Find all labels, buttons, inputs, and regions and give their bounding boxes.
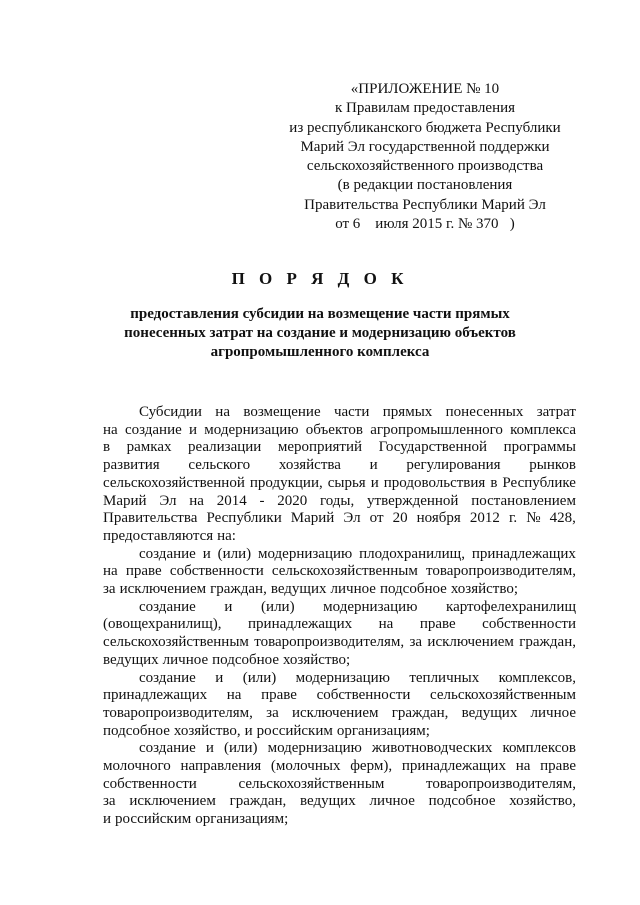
subtitle-line: агропромышленного комплекса	[210, 344, 430, 360]
body-word: за	[103, 793, 116, 810]
body-line	[103, 793, 576, 811]
body-word: затрат	[536, 404, 576, 420]
body-word: (молочных	[270, 758, 341, 775]
body-word: граждан,	[210, 581, 267, 598]
body-word: создание	[139, 740, 196, 757]
body-word: годы,	[319, 492, 355, 509]
body-line	[103, 670, 576, 688]
body-word: российским	[256, 722, 333, 739]
body-word: принадлежащих	[103, 687, 208, 704]
body-word: исключением	[427, 634, 514, 651]
body-word: сельскохозяйственной	[103, 474, 245, 491]
body-word: модернизацию	[295, 669, 390, 686]
body-word: плодохранилищ,	[359, 545, 465, 562]
body-word: на	[103, 563, 118, 580]
body-word: -	[259, 492, 265, 509]
body-word: за	[409, 634, 423, 651]
body-word: Марий	[103, 492, 147, 509]
document-title: П О Р Я Д О К	[231, 269, 409, 288]
body-line	[103, 758, 576, 776]
body-word: части	[333, 404, 370, 420]
body-word: организациям;	[195, 811, 289, 828]
body-word: подсобное	[212, 651, 279, 668]
body-word: собственности	[169, 563, 264, 580]
body-word: хозяйство,	[173, 722, 241, 739]
document-body	[103, 404, 576, 829]
body-word: (или)	[242, 669, 277, 686]
body-word: от	[369, 510, 384, 527]
body-word: рынков	[529, 457, 576, 474]
body-word: на	[215, 404, 230, 420]
body-word: Правительства	[103, 510, 198, 527]
body-word: г.	[508, 510, 518, 527]
body-word: исключением	[129, 793, 216, 810]
body-word: картофелехранилищ	[446, 598, 576, 615]
body-word: (или)	[261, 598, 295, 615]
body-word: модернизацию	[257, 545, 353, 562]
body-line	[103, 634, 576, 652]
body-word: сельскохозяйственным	[103, 634, 249, 651]
body-line	[103, 616, 576, 634]
body-word: постановлением	[471, 492, 576, 509]
body-word: модернизацию	[204, 421, 299, 438]
body-line	[103, 404, 576, 422]
body-word: сельского	[188, 457, 251, 474]
document-subtitle	[100, 305, 540, 362]
subtitle-line: предоставления субсидии на возмещение части прямых	[130, 306, 510, 322]
body-word: Республике	[502, 474, 576, 491]
body-word: 2020	[277, 492, 308, 509]
body-word: предоставляются	[103, 527, 214, 544]
body-word: и	[202, 545, 211, 562]
body-word: праве	[125, 563, 162, 580]
body-line	[103, 652, 576, 670]
body-word: принадлежащих	[248, 616, 353, 633]
appendix-header	[250, 80, 600, 234]
body-word: подсобное	[379, 581, 447, 598]
body-word: и	[369, 457, 378, 474]
body-word: за	[266, 704, 279, 721]
body-line	[103, 457, 576, 475]
body-word: сельскохозяйственным	[430, 687, 576, 704]
body-word: создание	[124, 421, 182, 438]
body-line	[103, 528, 576, 546]
body-word: товаропроизводителям,	[103, 704, 253, 721]
body-word: Эл	[159, 492, 177, 509]
body-line	[103, 687, 576, 705]
body-word: продовольствия	[383, 474, 486, 491]
body-word: ведущих	[270, 581, 327, 598]
body-word: молочного	[103, 758, 171, 775]
body-word: подсобное	[428, 793, 496, 810]
body-word: и	[189, 421, 198, 438]
appendix-line: Марий Эл государственной поддержки	[300, 138, 550, 155]
body-word: собственности	[316, 687, 411, 704]
appendix-line: из республиканского бюджета Республики	[289, 119, 561, 136]
body-word: хозяйство,	[509, 793, 576, 810]
body-line	[103, 510, 576, 528]
body-word: утвержденной	[367, 492, 459, 509]
body-word: и	[215, 669, 224, 686]
body-word: на	[189, 492, 204, 509]
body-word: подсобное	[103, 722, 170, 739]
appendix-line: сельскохозяйственного производства	[306, 158, 544, 175]
body-word: развития	[103, 457, 160, 474]
body-word: на	[226, 687, 242, 704]
body-word: праве	[419, 616, 456, 633]
body-word: граждан,	[229, 793, 287, 810]
body-word: 428,	[549, 510, 576, 527]
body-word: создание	[139, 669, 196, 686]
body-line	[103, 723, 576, 741]
body-word: и	[244, 722, 253, 739]
body-word: рамках	[126, 439, 172, 456]
body-word: хозяйство;	[283, 651, 351, 668]
body-word: в	[103, 439, 111, 456]
appendix-line: Правительства Республики Марий Эл	[304, 196, 546, 213]
body-word: комплексов,	[498, 669, 576, 686]
body-line	[103, 599, 576, 617]
body-word: сырья	[327, 474, 366, 491]
body-word: исключением	[291, 704, 379, 721]
body-word: животноводческих	[371, 740, 493, 757]
body-word: исключением	[119, 581, 207, 598]
body-word: объектов	[305, 421, 363, 438]
body-word: агропромышленного	[370, 421, 503, 438]
body-word: создание	[139, 598, 196, 615]
body-word: №	[526, 510, 541, 527]
body-word: модернизацию	[267, 740, 362, 757]
body-word: личное	[369, 793, 415, 810]
body-word: и	[370, 474, 379, 491]
body-word: на	[103, 421, 118, 438]
body-word: на:	[217, 527, 236, 544]
body-word: товаропроизводителям,	[254, 634, 405, 651]
body-word: товаропроизводителям,	[426, 775, 576, 792]
appendix-line: «ПРИЛОЖЕНИЕ № 10	[350, 81, 500, 97]
appendix-line: (в редакции постановления	[337, 177, 513, 194]
body-word: граждан,	[519, 634, 576, 651]
body-word: 2012	[469, 510, 500, 527]
body-word: российским	[115, 811, 192, 828]
body-word: понесенных	[445, 404, 524, 420]
body-line	[103, 581, 576, 599]
body-word: товаропроизводителям,	[426, 563, 576, 580]
appendix-line: к Правилам предоставления	[334, 100, 516, 117]
body-line	[103, 776, 576, 794]
body-word: реализации	[188, 439, 262, 456]
body-word: и	[205, 740, 214, 757]
body-word: продукции,	[249, 474, 323, 491]
body-word: сельскохозяйственным	[238, 775, 385, 792]
body-word: собственности	[103, 775, 197, 792]
body-word: ведущих	[103, 651, 159, 668]
body-word: 2014	[216, 492, 247, 509]
body-line	[103, 422, 576, 440]
body-word: комплексов	[502, 740, 576, 757]
body-word: личное	[330, 581, 376, 598]
body-word: сельскохозяйственным	[271, 563, 418, 580]
body-word: хозяйства	[278, 457, 341, 474]
body-word: Марий	[290, 510, 335, 527]
body-line	[103, 740, 576, 758]
body-word: направления	[180, 758, 262, 775]
body-word: прямых	[382, 404, 433, 420]
body-word: личное	[162, 651, 209, 668]
body-word: возмещение	[243, 404, 321, 420]
body-line	[103, 563, 576, 581]
body-word: на	[515, 758, 531, 775]
body-word: 20	[392, 510, 408, 527]
body-line	[103, 705, 576, 723]
body-line	[103, 475, 576, 493]
body-line	[103, 546, 576, 564]
appendix-line: от 6 июля 2015 г. № 370 )	[335, 216, 515, 233]
body-word: Государственной	[378, 439, 488, 456]
body-word: собственности	[482, 616, 576, 633]
body-word: хозяйство;	[450, 581, 518, 598]
body-word: в	[490, 474, 498, 491]
body-word: мероприятий	[277, 439, 363, 456]
body-word: (или)	[223, 740, 258, 757]
body-word: комплекса	[510, 421, 576, 438]
body-line	[103, 811, 576, 829]
body-word: Субсидии	[139, 404, 202, 420]
body-word: ферм),	[350, 758, 393, 775]
body-word: модернизацию	[323, 598, 418, 615]
body-word: тепличных	[409, 669, 480, 686]
body-word: принадлежащих	[401, 758, 506, 775]
body-word: (или)	[217, 545, 252, 562]
body-word: личное	[530, 704, 576, 721]
body-word: принадлежащих	[471, 545, 576, 562]
body-word: праве	[540, 758, 576, 775]
body-word: и	[224, 598, 233, 615]
body-word: Республики	[206, 510, 282, 527]
subtitle-line: понесенных затрат на создание и модернизацию объектов	[124, 325, 516, 341]
body-word: и	[103, 811, 112, 828]
body-line	[103, 493, 576, 511]
body-word: на	[378, 616, 394, 633]
body-word: программы	[503, 439, 576, 456]
body-word: ноября	[416, 510, 461, 527]
body-word: регулирования	[406, 457, 501, 474]
body-word: организациям;	[336, 722, 430, 739]
body-word: создание	[139, 545, 196, 562]
body-word: граждан,	[391, 704, 449, 721]
body-word: ведущих	[461, 704, 518, 721]
body-line	[103, 439, 576, 457]
body-word: (овощехранилищ),	[103, 616, 222, 633]
body-word: ведущих	[300, 793, 356, 810]
body-word: Эл	[343, 510, 361, 527]
body-word: праве	[261, 687, 297, 704]
body-word: за	[103, 581, 116, 598]
